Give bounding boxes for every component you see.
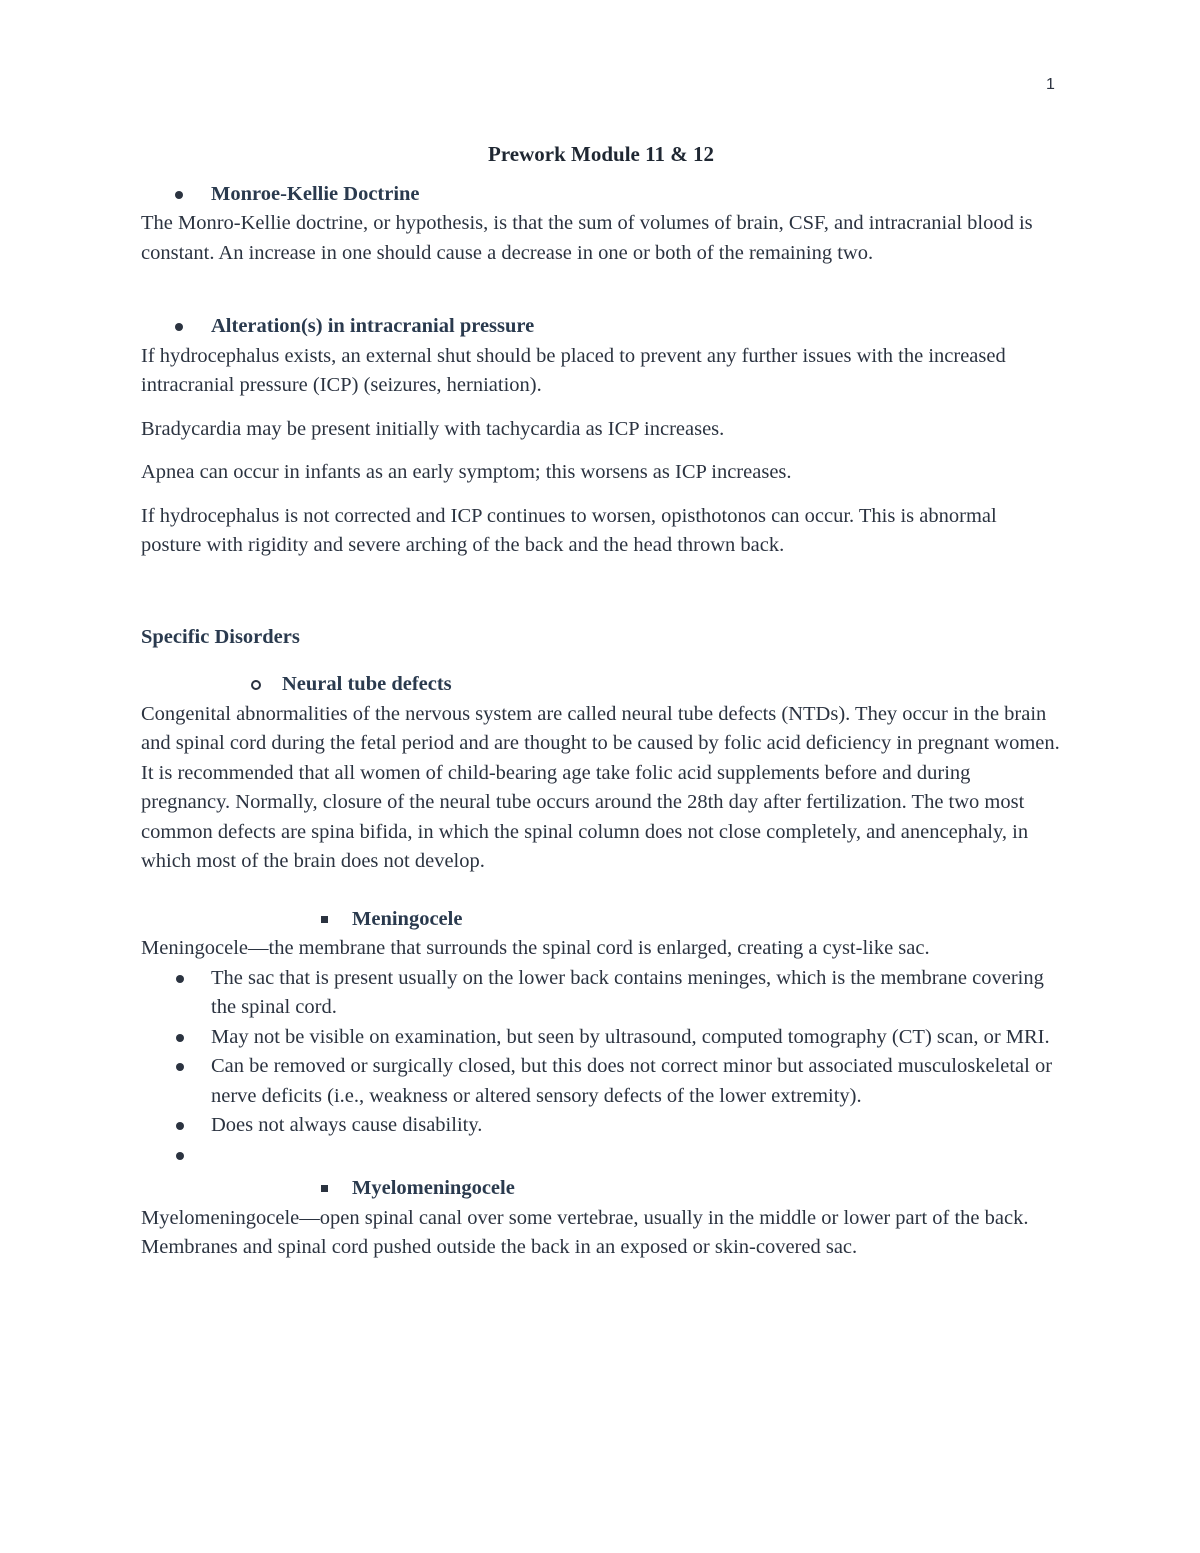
monroe-heading — [141, 180, 1061, 210]
square-bullet-icon — [321, 1185, 328, 1192]
square-bullet-icon — [321, 916, 328, 923]
list-item-text: The sac that is present usually on the lower back contains meninges, which is the membrane covering the spinal cord. — [211, 966, 1044, 1018]
icp-paragraph: Apnea can occur in infants as an early symptom; this worsens as ICP increases. — [141, 461, 792, 483]
list-item — [141, 1111, 1061, 1141]
icp-heading-text: Alteration(s) in intracranial pressure — [211, 315, 535, 337]
list-item — [141, 964, 1061, 1023]
hollow-bullet-icon — [251, 680, 261, 690]
myelomeningocele-paragraph: Myelomeningocele—open spinal canal over some vertebrae, usually in the middle or lower part of the back. Membranes and spinal cord pushed outside the back in an exposed or skin-covered sac. — [141, 1206, 1029, 1258]
meningocele-paragraph: Meningocele—the membrane that surrounds the spinal cord is enlarged, creating a cyst-like sac. — [141, 937, 930, 959]
ntd-paragraph: Congenital abnormalities of the nervous system are called neural tube defects (NTDs). They occur in the brain and spinal cord during the fetal period and are thought to be caused by folic acid deficiency in pregnant women. It is recommended that all women of child-bearing age take folic acid supplements before and during pregnancy. Normally, closure of the neural tube occurs around the 28th day after fertilization. The two most common defects are spina bifida, in which the spinal column does not close completely, and anencephaly, in which most of the brain does not develop. — [141, 702, 1060, 872]
meningocele-heading-text: Meningocele — [352, 907, 463, 930]
ntd-heading-text: Neural tube defects — [282, 673, 452, 695]
specific-disorders-heading: Specific Disorders — [141, 625, 300, 648]
page-number: 1 — [1046, 76, 1055, 93]
myelomeningocele-heading — [141, 1174, 1061, 1204]
bullet-icon — [175, 191, 183, 199]
bullet-icon — [176, 975, 184, 983]
meningocele-list — [141, 964, 1061, 1171]
list-item-text: Does not always cause disability. — [211, 1114, 483, 1136]
bullet-icon — [176, 1063, 184, 1071]
document-body — [141, 140, 1061, 1263]
bullet-icon — [176, 1122, 184, 1130]
list-item — [141, 1052, 1061, 1111]
icp-paragraph: If hydrocephalus is not corrected and ICP continues to worsen, opisthotonos can occur. This is abnormal posture with rigidity and severe arching of the back and the head thrown back. — [141, 504, 997, 556]
list-item-text: Can be removed or surgically closed, but this does not correct minor but associated musculoskeletal or nerve deficits (i.e., weakness or altered sensory defects of the lower extremity). — [211, 1055, 1053, 1107]
icp-paragraph: Bradycardia may be present initially with tachycardia as ICP increases. — [141, 417, 725, 440]
document-title: Prework Module 11 & 12 — [488, 142, 714, 166]
icp-heading — [141, 312, 1061, 342]
icp-paragraph: If hydrocephalus exists, an external shut should be placed to prevent any further issues with the increased intracranial pressure (ICP) (seizures, herniation). — [141, 344, 1006, 396]
monroe-heading-text: Monroe-Kellie Doctrine — [211, 182, 420, 205]
monroe-paragraph: The Monro-Kellie doctrine, or hypothesis, is that the sum of volumes of brain, CSF, and intracranial blood is constant. An increase in one should cause a decrease in one or both of the remaining two. — [141, 212, 1033, 264]
bullet-icon — [176, 1152, 184, 1160]
ntd-heading — [141, 670, 1061, 700]
myelomeningocele-heading-text: Myelomeningocele — [352, 1177, 515, 1199]
list-item-empty — [141, 1141, 1061, 1171]
meningocele-heading — [141, 905, 1061, 935]
bullet-icon — [175, 323, 183, 331]
list-item — [141, 1023, 1061, 1053]
list-item-text: May not be visible on examination, but seen by ultrasound, computed tomography (CT) scan, or MRI. — [211, 1025, 1050, 1048]
bullet-icon — [176, 1034, 184, 1042]
